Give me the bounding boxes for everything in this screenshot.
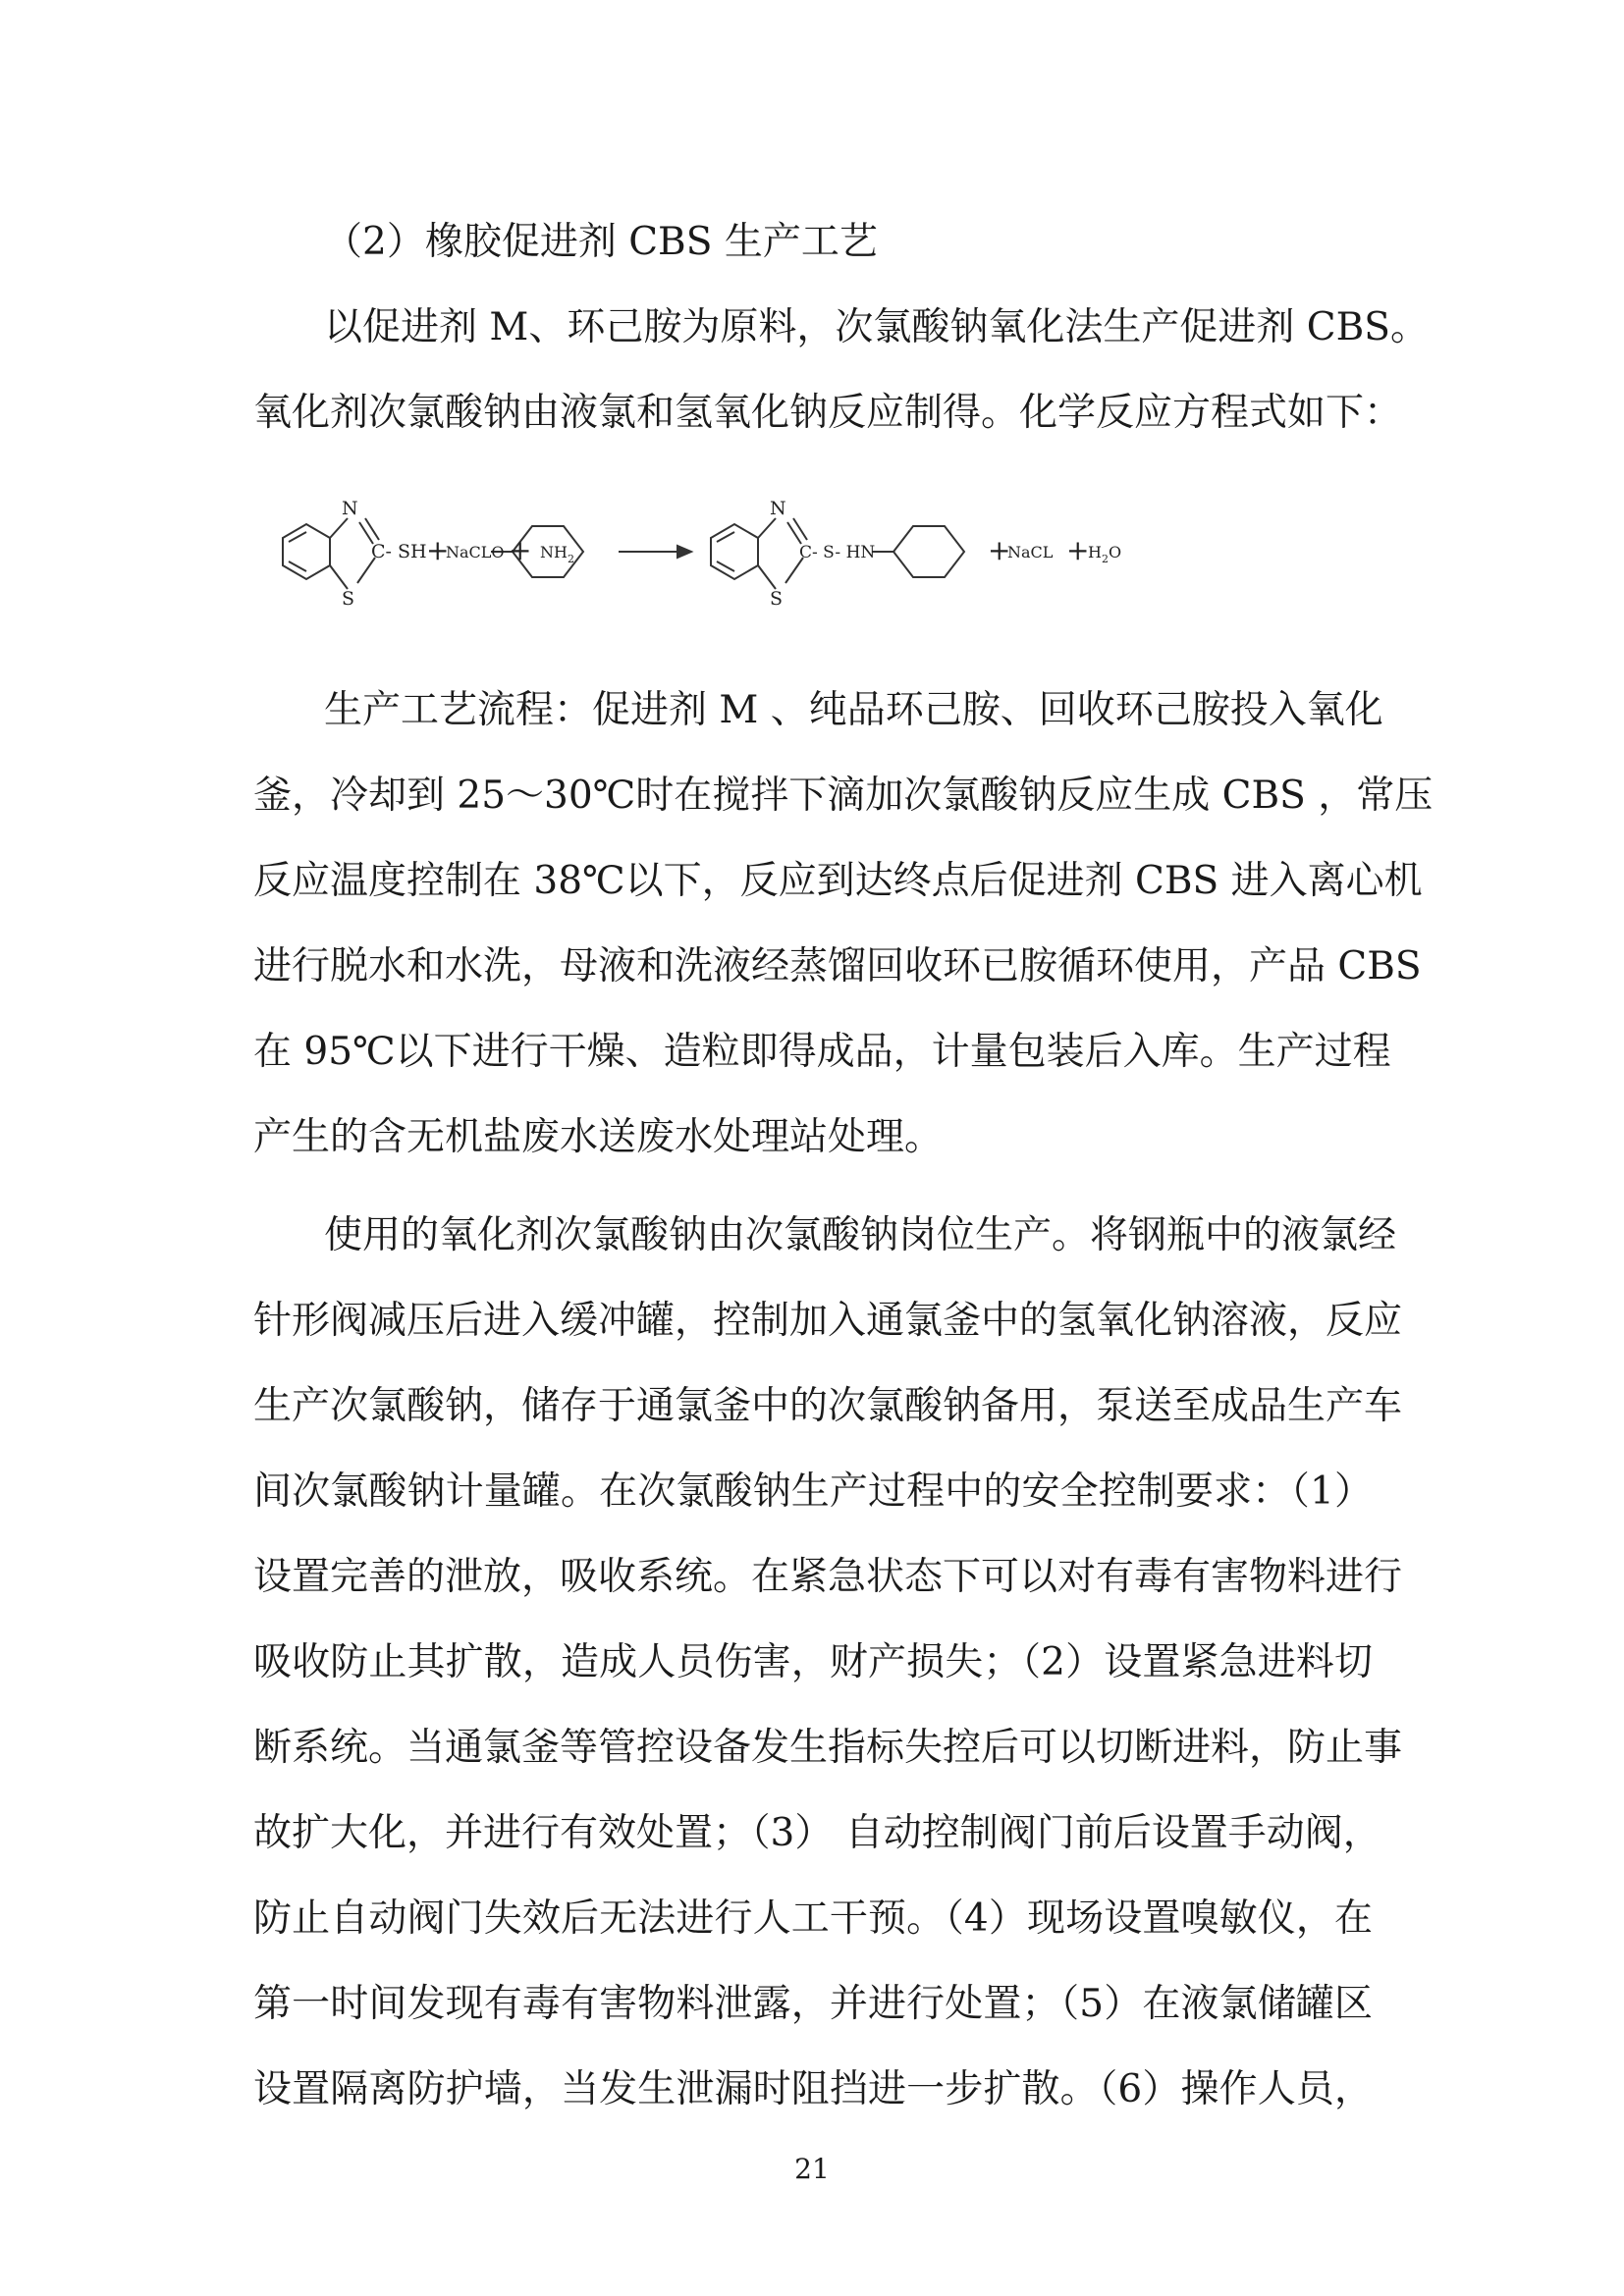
paragraph-3-line-3: 生产次氯酸钠，储存于通氯釜中的次氯酸钠备用，泵送至成品生产车 [253, 1384, 1403, 1428]
paragraph-1-line-2: 氧化剂次氯酸钠由液氯和氢氧化钠反应制得。化学反应方程式如下： [253, 391, 1403, 435]
nitrogen-label-1: N [342, 498, 358, 519]
water-label: $H_2O$ [1088, 543, 1122, 565]
nitrogen-label-2: N [770, 498, 786, 519]
paragraph-3-line-6: 吸收防止其扩散，造成人员伤害，财产损失；（2）设置紧急进料切 [253, 1640, 1373, 1684]
chemical-reaction-equation [263, 479, 1373, 626]
paragraph-3-line-5: 设置完善的泄放，吸收系统。在紧急状态下可以对有毒有害物料进行 [253, 1555, 1403, 1599]
paragraph-3-line-7: 断系统。当通氯釜等管控设备发生指标失控后可以切断进料，防止事 [253, 1726, 1403, 1770]
plus-sign-2: + [509, 534, 532, 566]
section-heading: （2）橡胶促进剂 CBS 生产工艺 [324, 220, 878, 264]
paragraph-3-line-2: 针形阀减压后进入缓冲罐，控制加入通氯釜中的氢氧化钠溶液，反应 [253, 1299, 1403, 1343]
paragraph-3-line-10: 第一时间发现有毒有害物料泄露，并进行处置；（5）在液氯储罐区 [253, 1982, 1373, 2026]
amine-label: $NH_2$ [540, 543, 574, 565]
paragraph-2-line-1: 生产工艺流程：促进剂 M 、纯品环己胺、回收环己胺投入氧化 [324, 688, 1383, 732]
plus-sign-4: + [1066, 534, 1090, 566]
page-number: 21 [794, 2153, 830, 2185]
paragraph-3-line-11: 设置隔离防护墙，当发生泄漏时阻挡进一步扩散。（6）操作人员， [253, 2067, 1373, 2111]
paragraph-3-line-8: 故扩大化，并进行有效处置；（3） 自动控制阀门前后设置手动阀， [253, 1811, 1381, 1855]
paragraph-3-line-9: 防止自动阀门失效后无法进行人工干预。（4）现场设置嗅敏仪，在 [253, 1896, 1373, 1941]
paragraph-2-line-5: 在 95℃以下进行干燥、造粒即得成品，计量包装后入库。生产过程 [253, 1030, 1391, 1074]
paragraph-1-line-1: 以促进剂 M、环己胺为原料，次氯酸钠氧化法生产促进剂 CBS。 [324, 305, 1429, 349]
plus-sign-3: + [988, 534, 1011, 566]
sulfur-label-1: S [342, 588, 355, 610]
paragraph-3-line-4: 间次氯酸钠计量罐。在次氯酸钠生产过程中的安全控制要求：（1） [253, 1469, 1373, 1514]
sulfur-label-2: S [770, 588, 784, 610]
plus-sign-1: + [426, 534, 450, 566]
sodium-hypochlorite-label: NaCLO [446, 543, 505, 561]
sulfenamide-group-label: C- S- HN [799, 543, 876, 562]
paragraph-3-line-1: 使用的氧化剂次氯酸钠由次氯酸钠岗位生产。将钢瓶中的液氯经 [324, 1213, 1397, 1257]
paragraph-2-line-3: 反应温度控制在 38℃以下，反应到达终点后促进剂 CBS 进入离心机 [253, 859, 1423, 903]
paragraph-2-line-2: 釜，冷却到 25～30℃时在搅拌下滴加次氯酸钠反应生成 CBS ，常压 [253, 774, 1434, 818]
sodium-chloride-label: NaCL [1007, 543, 1054, 561]
thiol-group-label: C- SH [371, 541, 427, 562]
paragraph-2-line-4: 进行脱水和水洗，母液和洗液经蒸馏回收环已胺循环使用，产品 CBS [253, 944, 1422, 988]
paragraph-2-line-6: 产生的含无机盐废水送废水处理站处理。 [253, 1115, 944, 1159]
